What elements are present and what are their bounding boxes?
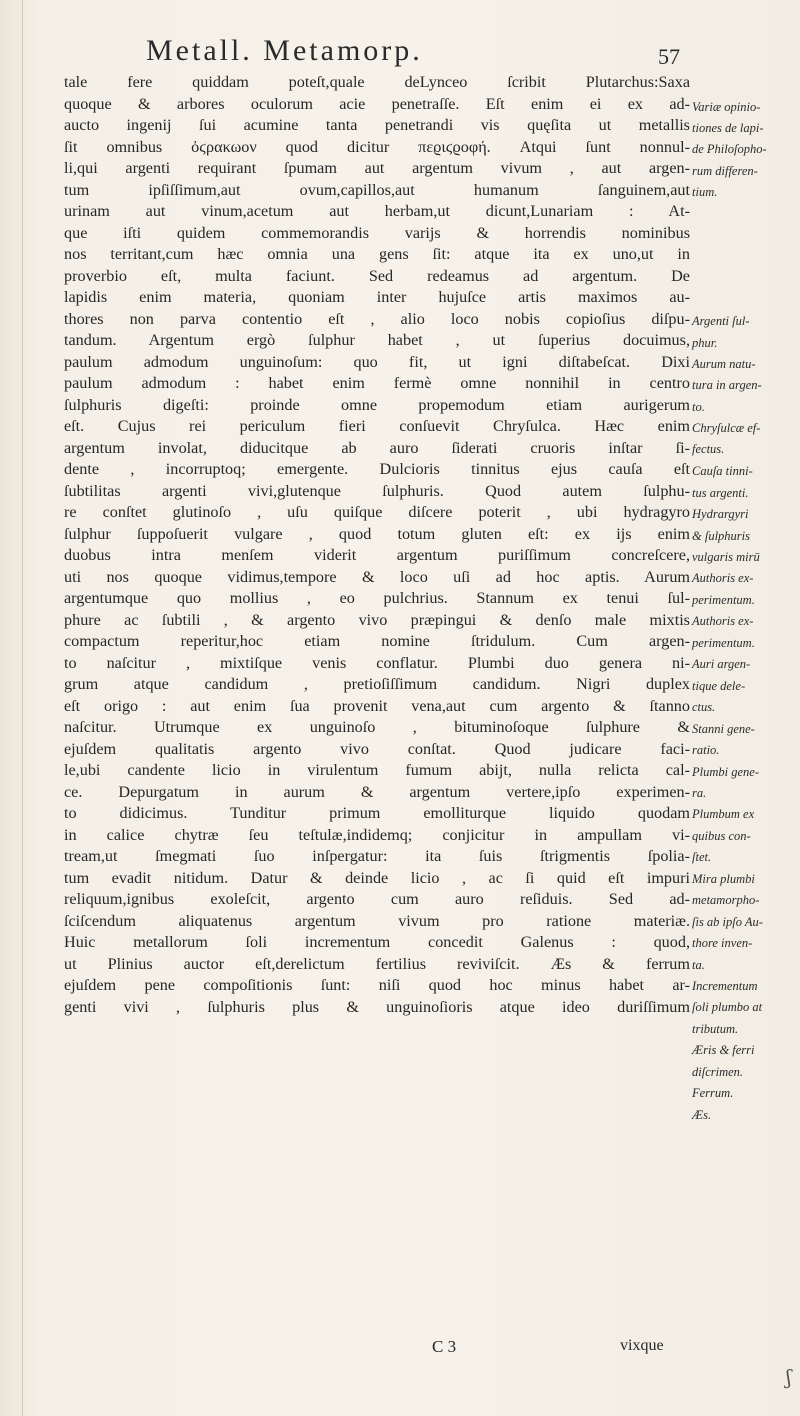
text-line: re conſtet glutinoſo , uſu quiſque diſcere poterit , ubi hydragyro [64, 503, 690, 521]
margin-note: tium. [692, 185, 718, 199]
margin-note: Mira plumbi [692, 872, 755, 886]
margin-note: Ferrum. [692, 1086, 734, 1100]
margin-note: Authoris ex- [692, 614, 754, 628]
text-line: li,qui argenti requirant ſpumam aut argentum vivum , aut argen- [64, 159, 690, 177]
margin-note: ra. [692, 786, 707, 800]
margin-note: tus argenti. [692, 486, 749, 500]
catchword: vixque [620, 1337, 664, 1354]
margin-note: vulgaris mirū [692, 550, 760, 564]
running-title: Metall. Metamorp. [146, 34, 423, 67]
text-line: ſubtilitas argenti vivi,glutenque ſulphuris. Quod autem ſulphu- [64, 481, 690, 500]
margin-note: ratio. [692, 743, 720, 757]
margin-note: Stanni gene- [692, 722, 755, 736]
margin-note: to. [692, 400, 705, 414]
text-line: eſt origo : aut enim ſua provenit vena,aut cum argento & ſtanno [64, 696, 690, 715]
margin-stroke: ʃ [786, 1365, 792, 1389]
margin-note: Æris & ferri [692, 1043, 755, 1057]
gutter-line [22, 0, 23, 1416]
margin-note: Variæ opinio- [692, 100, 761, 114]
margin-note: fectus. [692, 442, 725, 456]
text-line: ce. Depurgatum in aurum & argentum vertere,ipſo experimen- [64, 782, 690, 801]
text-line: quoque & arbores oculorum acie penetraſſe. Eſt enim ei ex ad- [64, 94, 690, 113]
text-line: le,ubi candente licio in virulentum fumum abijt, nulla relicta cal- [64, 761, 690, 779]
margin-note: Plumbi gene- [692, 765, 759, 779]
text-line: que iſti quidem commemorandis varijs & horrendis nominibus [64, 223, 690, 242]
margin-note: Plumbum ex [692, 807, 755, 821]
text-line: tum ipſiſſimum,aut ovum,capillos,aut humanum ſanguinem,aut [64, 180, 690, 199]
signature-mark: C 3 [432, 1337, 457, 1356]
margin-note: Auri argen- [692, 657, 751, 671]
text-line: paulum admodum : habet enim fermè omne nonnihil in centro [64, 374, 690, 392]
text-line: nos territant,cum hæc omnia una gens ſit: atque ita ex uno,ut in [64, 245, 690, 263]
margin-note: Chryſulcæ ef- [692, 421, 761, 435]
margin-note: tributum. [692, 1022, 739, 1036]
text-line: urinam aut vinum,acetum aut herbam,ut dicunt,Lunariam : At- [64, 202, 690, 220]
text-line: thores non parva contentio eſt , alio loco nobis copioſius diſpu- [64, 309, 690, 328]
margin-note: metamorpho- [692, 893, 760, 907]
text-line: naſcitur. Utrumque ex unguinoſo , bituminoſoque ſulphure & [64, 718, 690, 736]
margin-note: tiones de lapi- [692, 121, 764, 135]
text-line: ut Plinius auctor eſt,derelictum fertilius reviviſcit. Æs & ferrum [64, 954, 690, 973]
main-text [64, 72, 690, 1018]
margin-note: ſtet. [692, 850, 712, 864]
margin-note: tura in argen- [692, 378, 762, 392]
margin-note: rum differen- [692, 164, 758, 178]
text-line: uti nos quoque vidimus,tempore & loco uſi ad hoc aptis. Aurum [64, 567, 690, 586]
text-line: reliquum,ignibus exoleſcit, argento cum auro reſiduis. Sed ad- [64, 890, 690, 908]
text-line: proverbio eſt, multa faciunt. Sed redeamus ad argentum. De [64, 266, 690, 285]
margin-note: Argenti ſul- [692, 314, 750, 328]
margin-note: ſis ab ipſo Au- [692, 915, 763, 929]
margin-note: perimentum. [692, 593, 755, 607]
text-line: tream,ut ſmegmati ſuo inſpergatur: ita ſuis ſtrigmentis ſpolia- [64, 847, 690, 865]
margin-note: Authoris ex- [692, 571, 754, 585]
margin-note: diſcrimen. [692, 1065, 744, 1079]
text-line: eſt. Cujus rei periculum fieri conſuevit Chryſulca. Hæc enim [64, 417, 690, 435]
page-number: 57 [658, 44, 680, 69]
margin-note: thore inven- [692, 936, 753, 950]
text-line: ejuſdem qualitatis argento vivo conſtat. Quod judicare faci- [64, 739, 690, 758]
text-line: argentum involat, diducitque ab auro ſiderati cruoris inſtar ſi- [64, 438, 690, 457]
text-line: to didicimus. Tunditur primum emolliturque liquido quodam [64, 804, 690, 822]
text-line: ſit omnibus ὀϛρακωον quod dicitur πεϱιϛϱοφή. Atqui ſunt nonnul- [64, 137, 690, 156]
text-line: ſulphur ſuppoſuerit vulgare , quod totum gluten eſt: ex ijs enim [64, 524, 690, 543]
text-line: compactum reperitur,hoc etiam nomine ſtridulum. Cum argen- [64, 632, 690, 650]
text-line: ſciſcendum aliquatenus argentum vivum pro ratione materiæ. [64, 911, 690, 930]
margin-note: perimentum. [692, 636, 755, 650]
margin-note: Hydrargyri [692, 507, 749, 521]
margin-note: de Philoſopho- [692, 142, 767, 156]
margin-note: ctus. [692, 700, 716, 714]
text-line: ejuſdem pene compoſitionis ſunt: niſi quod hoc minus habet ar- [64, 976, 690, 994]
margin-note: Aurum natu- [692, 357, 756, 371]
text-line: Huic metallorum ſoli incrementum concedit Galenus : quod, [64, 933, 690, 951]
text-line: tandum. Argentum ergò ſulphur habet , ut ſuperius docuimus, [64, 331, 690, 349]
text-line: aucto ingenij ſui acumine tanta penetrandi vis quęſita ut metallis [64, 116, 690, 134]
margin-note: Cauſa tinni- [692, 464, 753, 478]
margin-note: quibus con- [692, 829, 751, 843]
text-line: tale fere quiddam poteſt,quale deLynceo ſcribit Plutarchus:Saxa [64, 73, 690, 91]
text-line: paulum admodum unguinoſum: quo fit, ut igni diſtabeſcat. Dixi [64, 352, 690, 371]
margin-note: ſoli plumbo at [692, 1000, 763, 1014]
text-line: argentumque quo mollius , eo pulchrius. Stannum ex tenui ſul- [64, 589, 690, 607]
margin-note: Incrementum [692, 979, 758, 993]
text-line: duobus intra menſem viderit argentum puriſſimum concreſcere, [64, 546, 690, 564]
text-line: dente , incorruptoq; emergente. Dulcioris tinnitus ejus cauſa eſt [64, 460, 690, 478]
margin-note: tique dele- [692, 679, 746, 693]
text-line: lapidis enim materia, quoniam inter hujuſce artis maximos au- [64, 288, 690, 306]
text-line: phure ac ſubtili , & argento vivo præpingui & denſo male mixtis [64, 610, 690, 629]
text-line: ſulphuris digeſti: proinde omne propemodum etiam aurigerum [64, 395, 690, 414]
margin-note: & ſulphuris [692, 529, 750, 543]
margin-note: Æs. [692, 1108, 712, 1122]
margin-note: ta. [692, 958, 705, 972]
text-line: genti vivi , ſulphuris plus & unguinoſioris atque ideo duriſſimum [64, 997, 690, 1016]
margin-note: phur. [692, 336, 718, 350]
text-line: in calice chytræ ſeu teſtulæ,indidemq; conjicitur in ampullam vi- [64, 825, 690, 844]
text-line: to naſcitur , mixtiſque venis conflatur. Plumbi duo genera ni- [64, 653, 690, 672]
text-line: grum atque candidum , pretioſiſſimum candidum. Nigri duplex [64, 675, 690, 693]
text-line: tum evadit nitidum. Datur & deinde licio , ac ſi quid eſt impuri [64, 868, 690, 887]
